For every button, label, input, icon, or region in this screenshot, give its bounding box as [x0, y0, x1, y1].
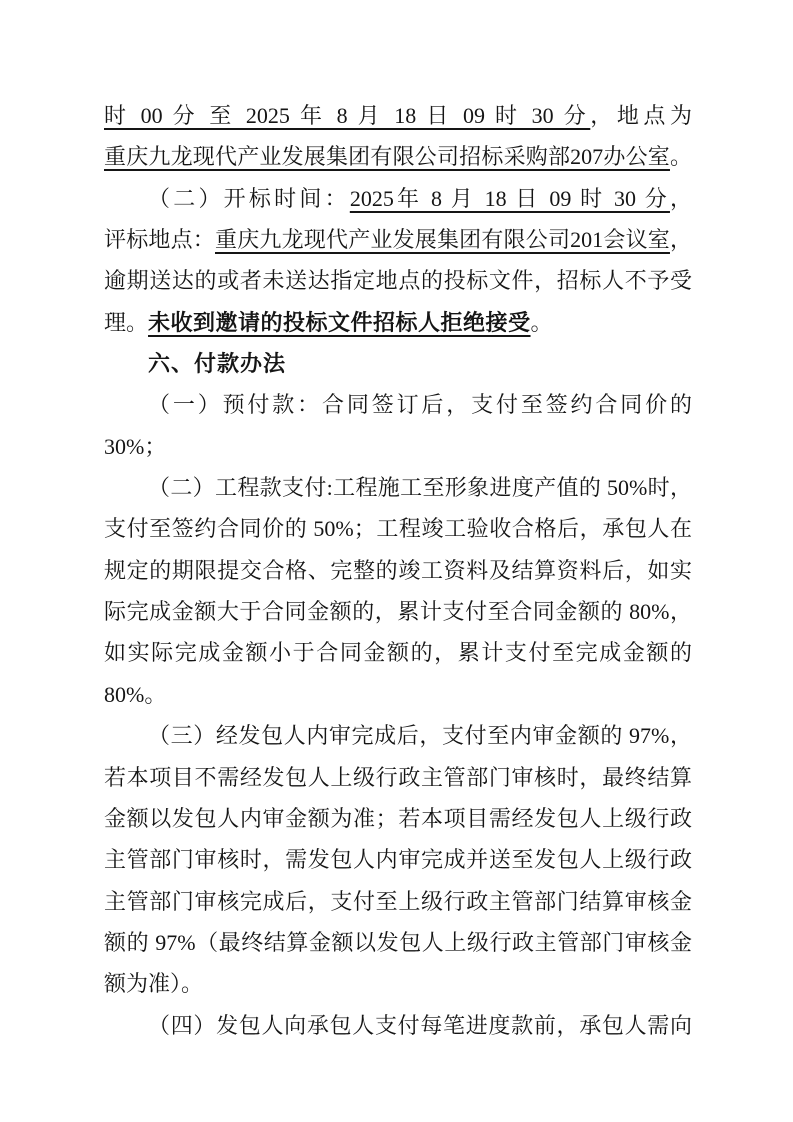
- text-run: 重庆九龙现代产业发展集团有限公司招标采购部207办公室: [104, 144, 670, 170]
- text-run: 金额以发包人内审金额为准；若本项目需经发包人上级行政: [104, 805, 692, 831]
- progress-payment-line-4: [104, 591, 692, 632]
- payment-condition-line: [104, 1005, 692, 1046]
- text-run: 。: [530, 309, 553, 335]
- rejection-notice-line: [104, 302, 692, 343]
- text-run: 际完成金额大于合同金额的，累计支付至合同金额的 80%，: [104, 599, 692, 625]
- text-run: 评标地点：: [104, 227, 215, 253]
- text-run: 理。: [104, 309, 149, 335]
- text-run: （三）经发包人内审完成后，支付至内审金额的 97%，: [148, 723, 692, 749]
- advance-payment-line: [104, 384, 692, 467]
- text-run: 如实际完成金额小于合同金额的，累计支付至完成金额的: [104, 640, 692, 666]
- text-run: 未收到邀请的投标文件招标人拒绝接受: [148, 309, 531, 335]
- evaluation-location-line: [104, 219, 692, 260]
- audit-payment-line-6: [104, 922, 692, 963]
- text-run: 2025年 8 月 18 日 09 时 30 分: [349, 185, 670, 211]
- text-run: 额的 97%（最终结算金额以发包人上级行政主管部门审核金: [104, 929, 692, 955]
- text-run: 80%。: [104, 681, 167, 707]
- audit-payment-line-2: [104, 757, 692, 798]
- audit-payment-line-3: [104, 798, 692, 839]
- text-run: ，地点为: [590, 103, 692, 128]
- text-run: 重庆九龙现代产业发展集团有限公司201会议室: [215, 227, 670, 253]
- text-run: ，: [669, 227, 692, 253]
- text-run: 逾期送达的或者未送达指定地点的投标文件，招标人不予受: [104, 268, 692, 294]
- bid-opening-time-line: [104, 178, 692, 219]
- text-run: 。: [669, 144, 692, 170]
- audit-payment-line-4: [104, 839, 692, 880]
- overdue-delivery-line: [104, 260, 692, 301]
- text-run: （二）工程款支付:工程施工至形象进度产值的 50%时，: [148, 475, 692, 501]
- text-run: 支付至签约合同价的 50%；工程竣工验收合格后，承包人在: [104, 516, 692, 542]
- text-run: （四）发包人向承包人支付每笔进度款前，承包人需向: [148, 1012, 692, 1038]
- text-run: 若本项目不需经发包人上级行政主管部门审核时，最终结算: [104, 764, 692, 790]
- audit-payment-line-7: [104, 963, 692, 1004]
- text-run: 额为准）。: [104, 971, 204, 997]
- audit-payment-line-5: [104, 881, 692, 922]
- progress-payment-line-3: [104, 550, 692, 591]
- text-run: 规定的期限提交合格、完整的竣工资料及结算资料后，如实: [104, 557, 692, 583]
- text-run: 六、付款办法: [148, 351, 287, 377]
- document-body: [104, 95, 692, 1046]
- progress-payment-line-6: [104, 674, 692, 715]
- progress-payment-line-5: [104, 632, 692, 673]
- text-run: 时 00 分 至 2025 年 8 月 18 日 09 时 30 分: [104, 103, 591, 128]
- text-run: （一）预付款：合同签订后，支付至签约合同价的 30%；: [104, 392, 692, 459]
- progress-payment-line-2: [104, 508, 692, 549]
- progress-payment-line-1: [104, 467, 692, 508]
- text-run: ，: [669, 185, 692, 211]
- payment-section-heading: [104, 343, 692, 384]
- submission-deadline-line: [104, 95, 692, 136]
- audit-payment-line-1: [104, 715, 692, 756]
- text-run: 主管部门审核时，需发包人内审完成并送至发包人上级行政: [104, 847, 692, 873]
- text-run: 主管部门审核完成后，支付至上级行政主管部门结算审核金: [104, 888, 692, 914]
- text-run: （二）开标时间：: [148, 185, 350, 211]
- submission-location-line: [104, 136, 692, 177]
